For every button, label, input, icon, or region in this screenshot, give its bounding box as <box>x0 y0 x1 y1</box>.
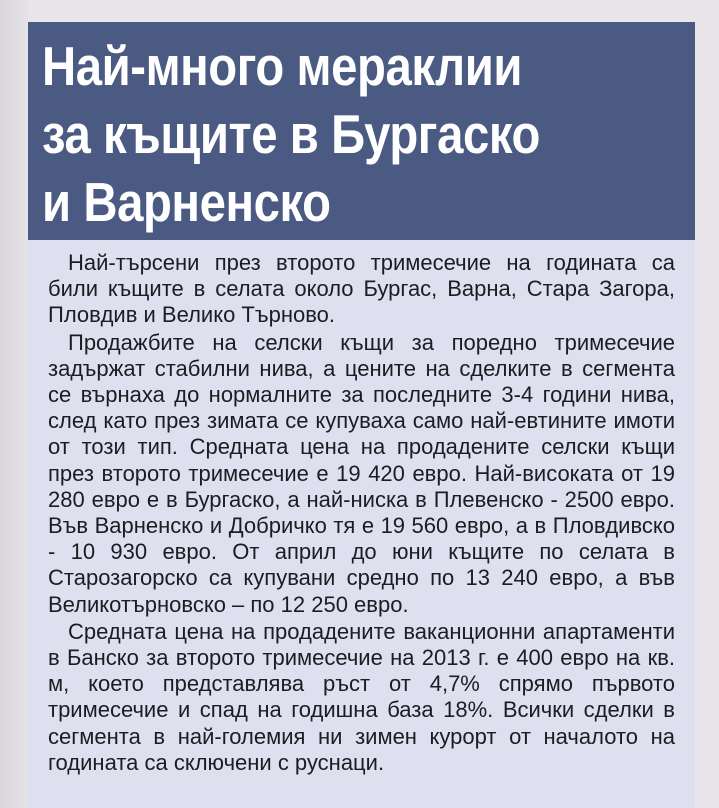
headline-line-2: за къщите в Бургаско <box>42 103 540 165</box>
article-headline <box>42 32 592 236</box>
article-paragraph-3: Средната цена на продадените ваканционни апартаменти в Банско за второто тримесечие на 2013 г. е 400 евро на кв. м, което представлява ръст от 4,7% спрямо първото тримесечие и спад на годишна база 18%. Всички сделки в сегмента в най-големия ни зимен курорт от началото на годината са сключени с руснаци. <box>48 618 675 775</box>
right-margin <box>695 22 719 808</box>
top-margin <box>28 0 719 22</box>
article-paragraph-1: Най-търсени през второто тримесечие на годината са били къщите в селата около Бургас, Варна, Стара Загора, Пловдив и Велико Търново. <box>48 250 675 328</box>
headline-line-3: и Варненско <box>42 171 331 233</box>
article-paragraph-2: Продажбите на селски къщи за поредно тримесечие задържат стабилни нива, а цените на сделките в сегмента се върнаха до нормалните за последните 3-4 години нива, след като през зимата се купуваха само най-евтините имоти от този тип. Средната цена на продадените селски къщи през второто тримесечие е 19 420 евро. Най-високата от 19 280 евро е в Бургаско, а най-ниска в Плевенско - 2500 евро. Във Варненско и Добричко тя е 19 560 евро, а в Пловдивско - 10 930 евро. От април до юни къщите по селата в Старозагорско са купувани средно по 13 240 евро, а във Великотърновско – по 12 250 евро. <box>48 329 675 617</box>
headline-box <box>28 22 695 240</box>
article-body <box>28 240 695 808</box>
headline-line-1: Най-много мераклии <box>42 35 523 97</box>
adjacent-column-edge <box>0 0 28 808</box>
